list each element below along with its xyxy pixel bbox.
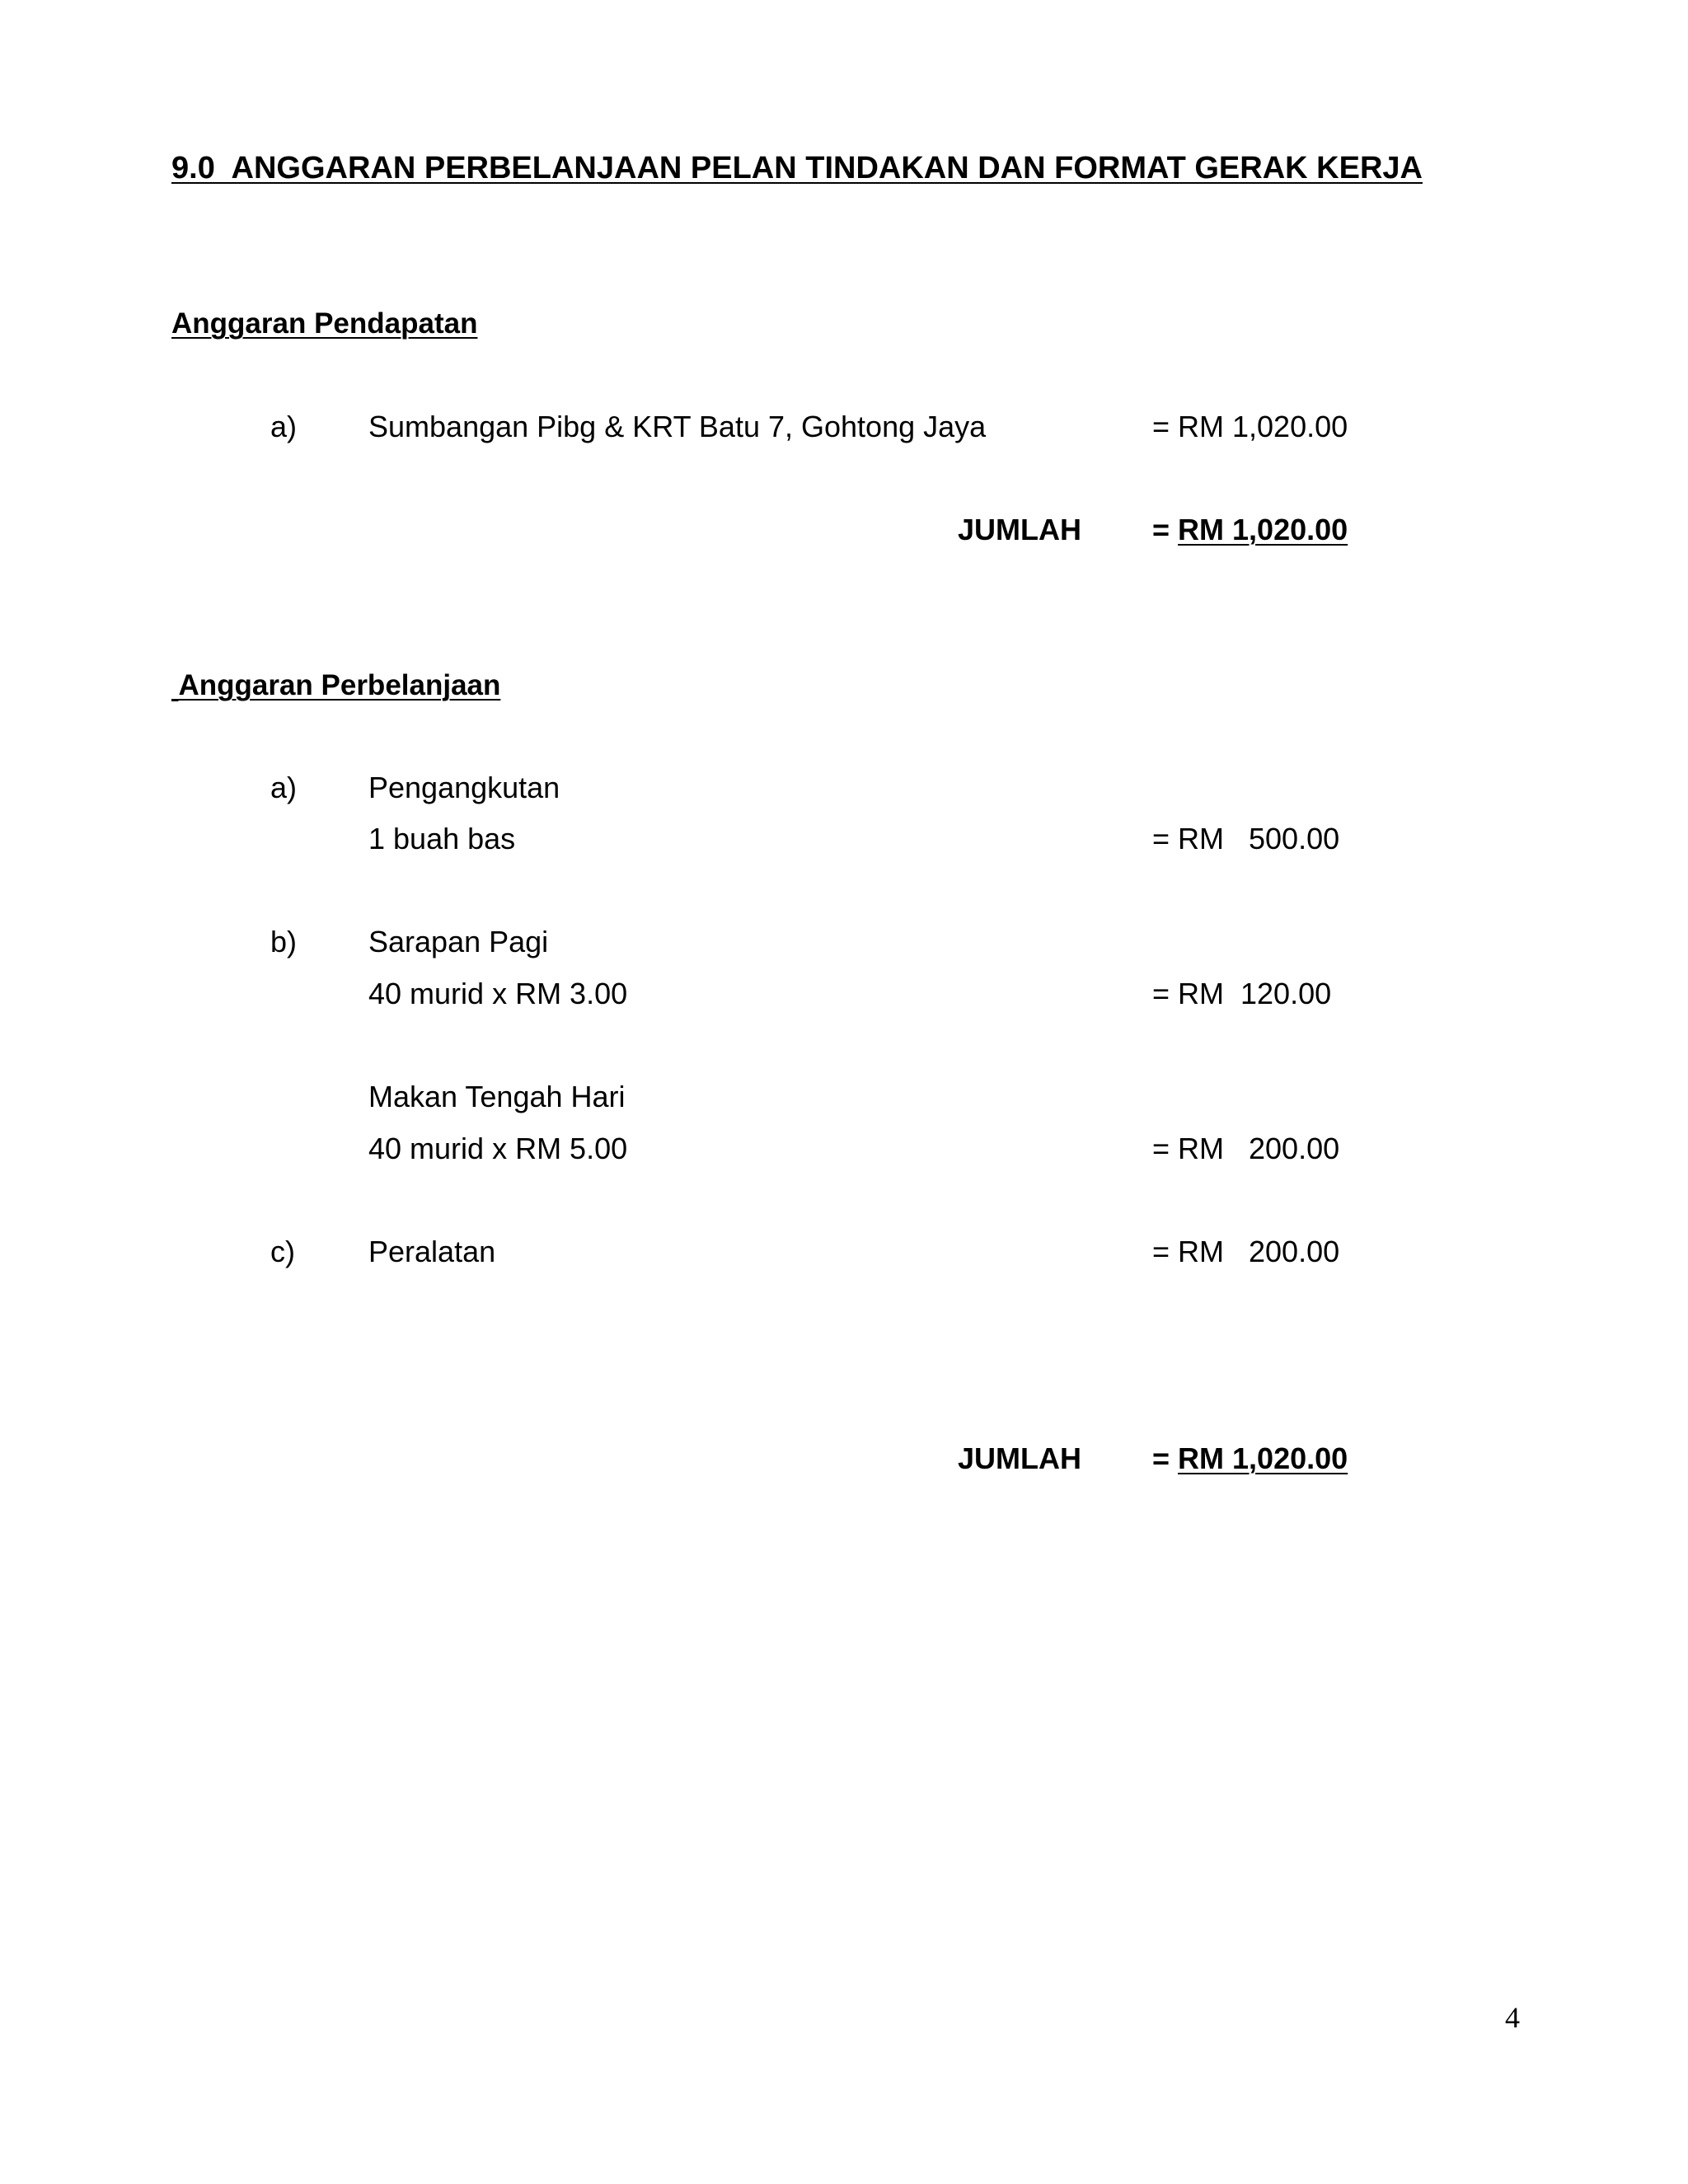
expense-item-amount: = RM 500.00 xyxy=(1152,822,1340,855)
expense-item-description: Sarapan Pagi xyxy=(368,925,549,958)
expense-item-amount: = RM 200.00 xyxy=(1152,1132,1340,1165)
income-item-amount: = RM 1,020.00 xyxy=(1152,410,1348,443)
expenditure-heading-text: Anggaran Perbelanjaan xyxy=(178,669,501,701)
expenditure-total-amount: RM 1,020.00 xyxy=(1178,1441,1348,1475)
income-total-equals: = xyxy=(1152,513,1170,546)
expense-item-description: Makan Tengah Hari xyxy=(368,1080,626,1113)
income-item-description: Sumbangan Pibg & KRT Batu 7, Gohtong Jaya xyxy=(368,410,987,443)
income-heading: Anggaran Pendapatan xyxy=(171,307,478,340)
expense-item-detail: 40 murid x RM 3.00 xyxy=(368,977,628,1010)
expense-item-description: Peralatan xyxy=(368,1235,496,1268)
expenditure-total-row xyxy=(1152,1441,1348,1475)
expense-item-marker: b) xyxy=(270,925,298,958)
expenditure-total-equals: = xyxy=(1152,1441,1170,1475)
page-number: 4 xyxy=(1505,2001,1520,2034)
income-total-row xyxy=(1152,515,1348,545)
section-title: 9.0 ANGGARAN PERBELANJAAN PELAN TINDAKAN DAN FORMAT GERAK KERJA xyxy=(171,151,1423,185)
income-total-amount: RM 1,020.00 xyxy=(1178,513,1348,546)
expenditure-heading xyxy=(171,671,500,700)
income-total-label: JUMLAH xyxy=(958,513,1081,546)
expense-item-amount: = RM 200.00 xyxy=(1152,1235,1340,1268)
expense-item-marker: a) xyxy=(270,771,298,804)
expense-item-amount: = RM 120.00 xyxy=(1152,977,1332,1010)
expense-item-marker: c) xyxy=(270,1235,295,1268)
expenditure-total-label: JUMLAH xyxy=(958,1441,1081,1475)
expense-item-description: Pengangkutan xyxy=(368,771,560,804)
expense-item-detail: 1 buah bas xyxy=(368,822,516,855)
expense-item-detail: 40 murid x RM 5.00 xyxy=(368,1132,628,1165)
income-item-marker: a) xyxy=(270,410,298,443)
